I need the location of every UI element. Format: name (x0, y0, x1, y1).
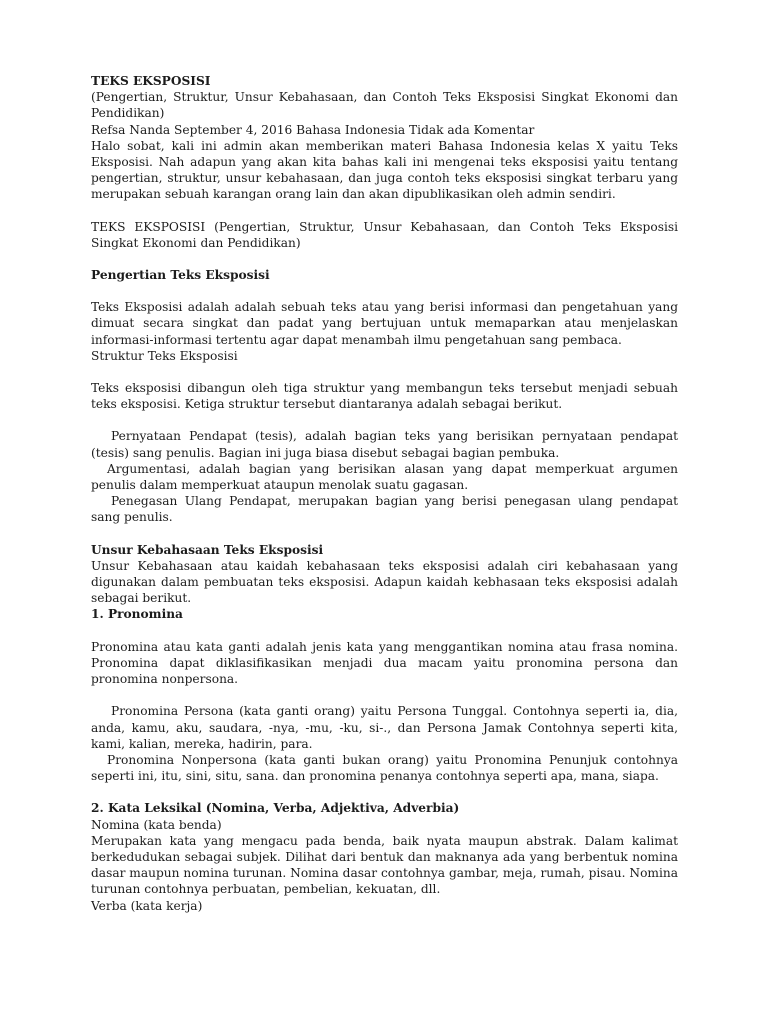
heading-pengertian: Pengertian Teks Eksposisi (91, 268, 270, 283)
verba-label: Verba (kata kerja) (91, 898, 203, 913)
nomina-label: Nomina (kata benda) (91, 817, 222, 832)
nomina-definition: Merupakan kata yang mengacu pada benda, baik nyata maupun abstrak. Dalam kalimat berkedudukan sebagai subjek. Dilihat dari bentuk dan maknanya ada yang berbentuk nomina dasar maupun nomina turunan. Nomina dasar contohnya gambar, meja, rumah, pisau. Nomina turunan contohnya perbuatan, pembelian, kekuatan, dll. (91, 833, 678, 897)
unsur-intro-paragraph: Unsur Kebahasaan atau kaidah kebahasaan teks eksposisi adalah ciri kebahasaan yang digunakan dalam pembuatan teks eksposisi. Adapun kaidah kebhasaan teks eksposisi adalah sebagai berikut. (91, 558, 678, 606)
repeat-title: TEKS EKSPOSISI (Pengertian, Struktur, Unsur Kebahasaan, dan Contoh Teks Eksposisi Singkat Ekonomi dan Pendidikan) (91, 219, 678, 250)
pengertian-paragraph: Teks Eksposisi adalah adalah sebuah teks atau yang berisi informasi dan pengetahuan yang dimuat secara singkat dan padat yang bertujuan untuk memaparkan atau menjelaskan informasi-informasi tertentu agar dapat menambah ilmu pengetahuan sang pembaca. (91, 300, 678, 347)
doc-subtitle: (Pengertian, Struktur, Unsur Kebahasaan, dan Contoh Teks Eksposisi Singkat Ekonomi dan Pendidikan) (91, 90, 678, 121)
struktur-intro-paragraph: Teks eksposisi dibangun oleh tiga struktur yang membangun teks tersebut menjadi sebuah teks eksposisi. Ketiga struktur tersebut diantaranya adalah sebagai berikut. (91, 381, 678, 412)
pronomina-persona: Pronomina Persona (kata ganti orang) yaitu Persona Tunggal. Contohnya seperti ia, dia, anda, kamu, aku, saudara, -nya, -mu, -ku, si-., dan Persona Jamak Contohnya seperti kita, kami, kalian, mereka, hadirin, para. (91, 704, 678, 751)
document-page (91, 73, 678, 914)
pronomina-definition: Pronomina atau kata ganti adalah jenis kata yang menggantikan nomina atau frasa nomina. Pronomina dapat diklasifikasikan menjadi dua macam yaitu pronomina persona dan pronomina nonpersona. (91, 639, 678, 687)
pronomina-nonpersona: Pronomina Nonpersona (kata ganti bukan orang) yaitu Pronomina Penunjuk contohnya seperti ini, itu, sini, situ, sana. dan pronomina penanya contohnya seperti apa, mana, siapa. (91, 752, 678, 784)
struktur-item-2: Argumentasi, adalah bagian yang berisikan alasan yang dapat memperkuat argumen penulis dalam memperkuat ataupun menolak suatu gagasan. (91, 461, 678, 493)
heading-unsur: Unsur Kebahasaan Teks Eksposisi (91, 542, 324, 557)
doc-title: TEKS EKSPOSISI (91, 74, 211, 88)
struktur-item-1: Pernyataan Pendapat (tesis), adalah bagian teks yang berisikan pernyataan pendapat (tesis) sang penulis. Bagian ini juga biasa disebut sebagai bagian pembuka. (91, 429, 678, 460)
heading-leksikal: 2. Kata Leksikal (Nomina, Verba, Adjektiva, Adverbia) (91, 801, 460, 816)
heading-pronomina: 1. Pronomina (91, 607, 183, 622)
intro-paragraph: Halo sobat, kali ini admin akan memberikan materi Bahasa Indonesia kelas X yaitu Teks Eksposisi. Nah adapun yang akan kita bahas kali ini mengenai teks eksposisi yaitu tentang pengertian, struktur, unsur kebahasaan, dan juga contoh teks eksposisi singkat terbaru yang merupakan sebuah karangan orang lain dan akan dipublikasikan oleh admin sendiri. (91, 138, 678, 202)
doc-byline: Refsa Nanda September 4, 2016 Bahasa Indonesia Tidak ada Komentar (91, 122, 535, 137)
struktur-item-3: Penegasan Ulang Pendapat, merupakan bagian yang berisi penegasan ulang pendapat sang penulis. (91, 494, 678, 525)
heading-struktur: Struktur Teks Eksposisi (91, 348, 238, 363)
